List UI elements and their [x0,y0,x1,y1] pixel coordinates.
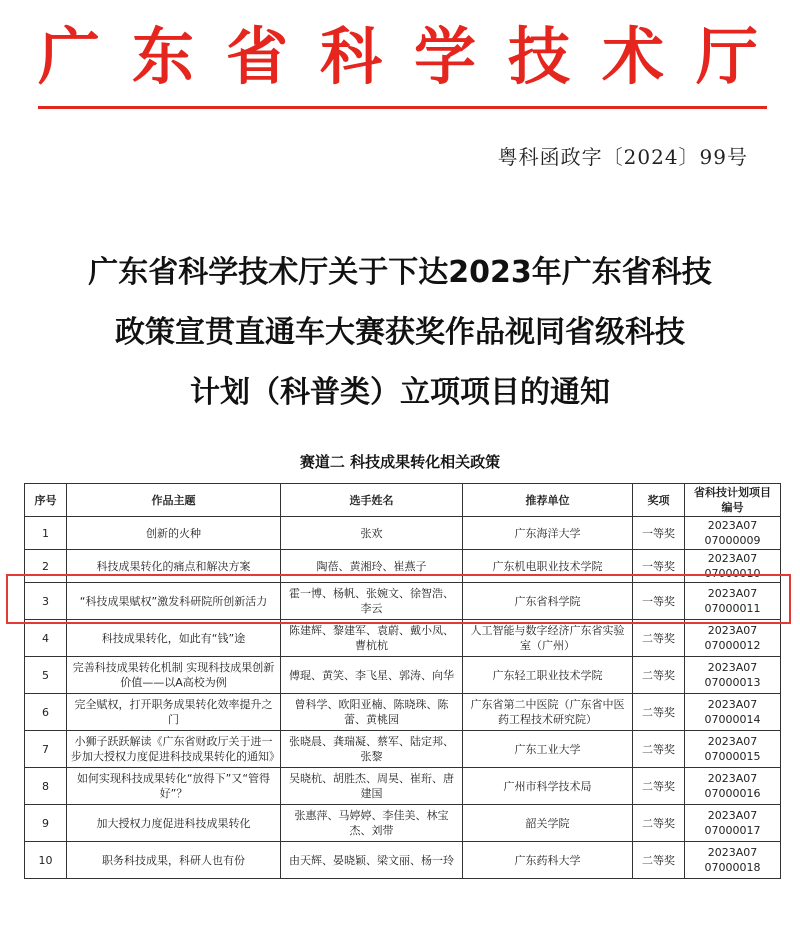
cell-names: 吴晓杭、胡胜杰、周昊、崔珩、唐建国 [281,768,463,805]
table-title: 赛道二 科技成果转化相关政策 [299,453,501,471]
cell-code: 2023A07 07000015 [685,731,781,768]
cell-no: 8 [25,768,67,805]
col-header-names: 选手姓名 [281,484,463,517]
cell-topic: 加大授权力度促进科技成果转化 [67,805,281,842]
cell-award: 一等奖 [633,583,685,620]
cell-names: 霍一博、杨帆、张婉文、徐智浩、李云 [281,583,463,620]
cell-topic: 完全赋权，打开职务成果转化效率提升之门 [67,694,281,731]
table-row [25,657,781,694]
document-number: 粤科函政字〔2024〕99号 [497,145,748,169]
col-header-code: 省科技计划项目编号 [685,484,781,517]
cell-award: 二等奖 [633,620,685,657]
cell-topic: 职务科技成果，科研人也有份 [67,842,281,879]
title-line-3: 计划（科普类）立项项目的通知 [190,375,610,410]
col-header-topic: 作品主题 [67,484,281,517]
title-line-2: 政策宣贯直通车大赛获奖作品视同省级科技 [115,315,685,350]
table-row [25,768,781,805]
title-line-1: 广东省科学技术厅关于下达2023年广东省科技 [88,255,712,290]
cell-names: 张欢 [281,517,463,550]
cell-names: 张惠萍、马婷婷、李佳美、林宝杰、刘带 [281,805,463,842]
cell-unit: 广东机电职业技术学院 [463,550,633,583]
col-header-no: 序号 [25,484,67,517]
cell-names: 陶蓓、黄湘玲、崔燕子 [281,550,463,583]
cell-names: 傅琨、黄笑、李飞星、郭涛、向华 [281,657,463,694]
table-row [25,517,781,550]
cell-no: 7 [25,731,67,768]
cell-code: 2023A07 07000018 [685,842,781,879]
cell-topic: 小狮子跃跃解读《广东省财政厅关于进一步加大授权力度促进科技成果转化的通知》 [67,731,281,768]
cell-unit: 广东省第二中医院（广东省中医药工程技术研究院） [463,694,633,731]
cell-award: 二等奖 [633,842,685,879]
cell-names: 由天辉、晏晓颖、梁文丽、杨一玲 [281,842,463,879]
table-row [25,805,781,842]
cell-unit: 人工智能与数字经济广东省实验室（广州） [463,620,633,657]
cell-code: 2023A07 07000012 [685,620,781,657]
cell-code: 2023A07 07000017 [685,805,781,842]
cell-unit: 广州市科学技术局 [463,768,633,805]
cell-award: 一等奖 [633,550,685,583]
cell-topic: 如何实现科技成果转化“放得下”又“管得好”？ [67,768,281,805]
document-title [0,243,800,423]
table-header-row [25,484,781,517]
cell-unit: 广东海洋大学 [463,517,633,550]
cell-code: 2023A07 07000016 [685,768,781,805]
masthead: 广东省科学技术厅 [37,20,790,93]
cell-unit: 广东轻工职业技术学院 [463,657,633,694]
cell-no: 10 [25,842,67,879]
cell-topic: 完善科技成果转化机制 实现科技成果创新价值——以A高校为例 [67,657,281,694]
cell-unit: 广东药科大学 [463,842,633,879]
cell-code: 2023A07 07000011 [685,583,781,620]
cell-no: 6 [25,694,67,731]
table-row [25,620,781,657]
cell-award: 二等奖 [633,694,685,731]
row-3-highlight-box [6,574,791,624]
table-row [25,842,781,879]
cell-unit: 韶关学院 [463,805,633,842]
cell-no: 3 [25,583,67,620]
cell-names: 曾科学、欧阳亚楠、陈晓珠、陈蕾、黄桃园 [281,694,463,731]
cell-no: 5 [25,657,67,694]
cell-no: 1 [25,517,67,550]
cell-award: 二等奖 [633,657,685,694]
cell-names: 张晓晨、龚瑞凝、蔡军、陆定邦、张黎 [281,731,463,768]
cell-no: 4 [25,620,67,657]
table-row [25,694,781,731]
cell-topic: 科技成果转化的痛点和解决方案 [67,550,281,583]
col-header-award: 奖项 [633,484,685,517]
cell-award: 一等奖 [633,517,685,550]
cell-topic: “科技成果赋权”激发科研院所创新活力 [67,583,281,620]
cell-unit: 广东省科学院 [463,583,633,620]
cell-no: 9 [25,805,67,842]
cell-code: 2023A07 07000009 [685,517,781,550]
cell-unit: 广东工业大学 [463,731,633,768]
cell-award: 二等奖 [633,731,685,768]
awards-table [24,483,781,879]
cell-code: 2023A07 07000010 [685,550,781,583]
table-row [25,731,781,768]
cell-no: 2 [25,550,67,583]
cell-topic: 创新的火种 [67,517,281,550]
cell-names: 陈建辉、黎建军、袁蔚、戴小凤、曹杭杭 [281,620,463,657]
cell-code: 2023A07 07000014 [685,694,781,731]
col-header-unit: 推荐单位 [463,484,633,517]
cell-topic: 科技成果转化，如此有“钱”途 [67,620,281,657]
masthead-divider [38,106,767,109]
cell-code: 2023A07 07000013 [685,657,781,694]
cell-award: 二等奖 [633,768,685,805]
cell-award: 二等奖 [633,805,685,842]
